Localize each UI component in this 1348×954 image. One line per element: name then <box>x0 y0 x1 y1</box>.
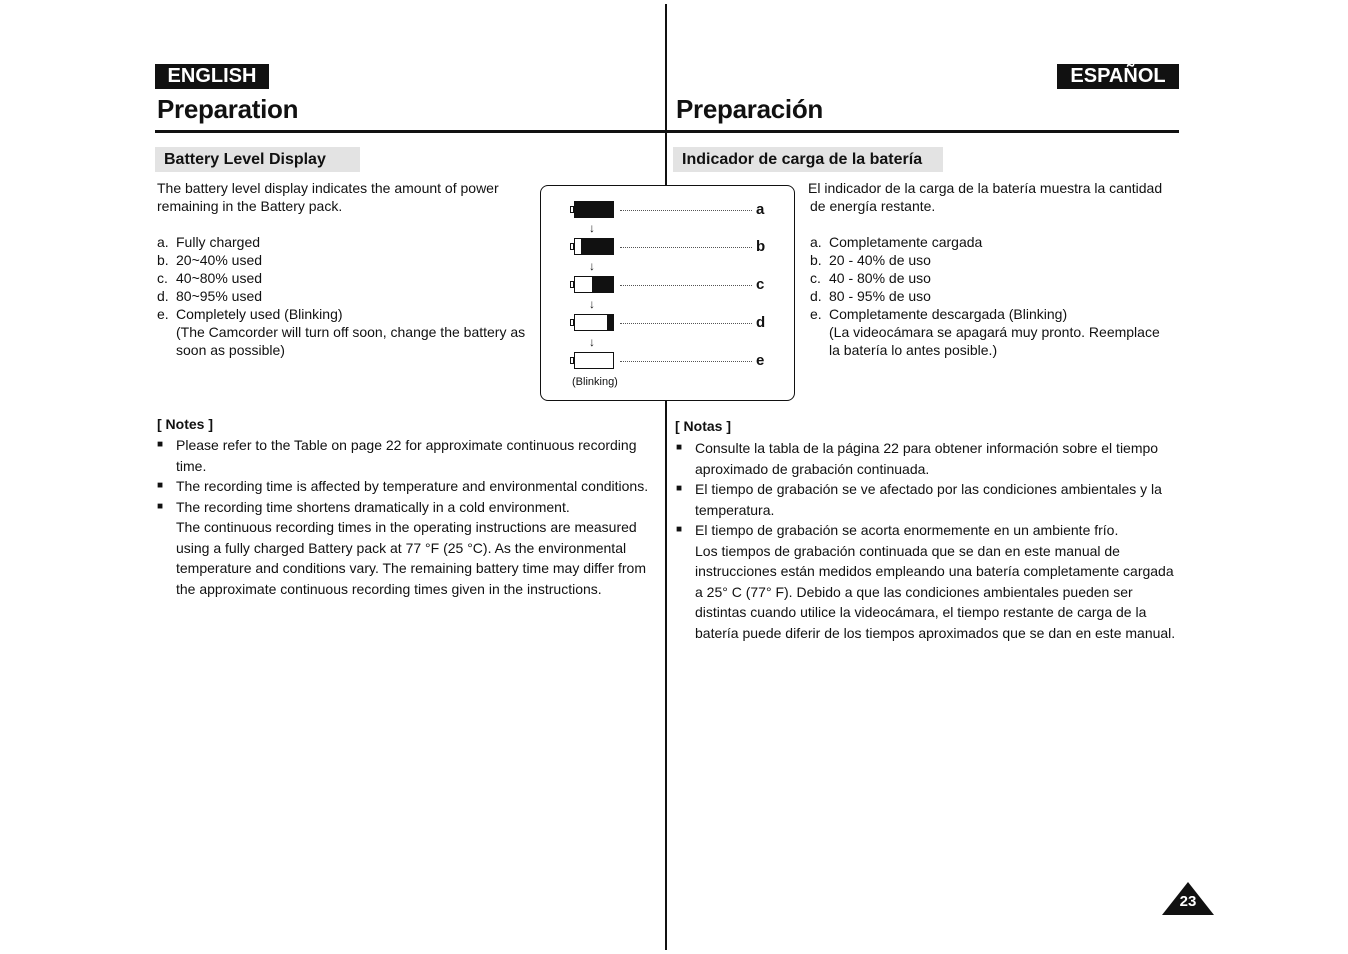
battery-icon-e <box>574 352 614 369</box>
note-item: ■ El tiempo de grabación se acorta enormemente en un ambiente frío. <box>676 522 1119 538</box>
intro-line: El indicador de la carga de la batería muestra la cantidad <box>808 180 1163 196</box>
list-item: c. 40~80% used <box>157 270 263 286</box>
center-divider <box>665 4 667 950</box>
notes-title-english: [ Notes ] <box>157 416 213 432</box>
leader-dots <box>620 323 752 324</box>
list-item: c. 40 - 80% de uso <box>810 270 931 286</box>
page-title-spanish: Preparación <box>676 94 823 124</box>
title-rule-spanish <box>667 130 1179 133</box>
section-heading-english: Battery Level Display <box>155 147 360 172</box>
list-item: e. Completely used (Blinking) <box>157 306 343 322</box>
list-item: la batería lo antes posible.) <box>829 342 998 358</box>
notes-paragraph-english: The continuous recording times in the operating instructions are measured using a fully charged Battery pack at 77 °F (25 °C). As the environmental temperature and conditions vary. The remaining battery time may differ from the approximate continuous recording times given in the instructions. <box>176 519 646 597</box>
battery-icon-b <box>574 238 614 255</box>
list-item: (The Camcorder will turn off soon, change the battery as <box>176 324 526 340</box>
notes-list-spanish <box>676 438 1181 643</box>
leader-dots <box>620 285 752 286</box>
page-title-english: Preparation <box>157 94 299 124</box>
battery-level-list-english <box>157 233 525 359</box>
note-item: ■ Please refer to the Table on page 22 for approximate continuous recording time. <box>157 437 637 474</box>
notes-list-english <box>157 435 657 599</box>
page-number: 23 <box>1179 893 1197 910</box>
list-item: e. Completamente descargada (Blinking) <box>810 306 1068 322</box>
list-item: a. Completamente cargada <box>810 234 983 250</box>
battery-icon-c <box>574 276 614 293</box>
note-item: ■ Consulte la tabla de la página 22 para obtener información sobre el tiempo aproximado de grabación continuada. <box>676 440 1159 477</box>
down-arrow-icon: ↓ <box>589 259 595 273</box>
list-item: b. 20~40% used <box>157 252 263 268</box>
list-item: (La videocámara se apagará muy pronto. Reemplace <box>829 324 1160 340</box>
battery-letter-e: e <box>756 352 765 369</box>
list-item: soon as possible) <box>176 342 285 358</box>
intro-line: de energía restante. <box>810 198 936 214</box>
battery-letter-d: d <box>756 314 766 331</box>
intro-line: The battery level display indicates the amount of power <box>157 180 499 196</box>
leader-dots <box>620 247 752 248</box>
down-arrow-icon: ↓ <box>589 335 595 349</box>
note-item: ■ The recording time is affected by temperature and environmental conditions. <box>157 478 649 494</box>
list-item: d. 80 - 95% de uso <box>810 288 931 304</box>
list-item: d. 80~95% used <box>157 288 263 304</box>
intro-line: remaining in the Battery pack. <box>157 198 343 214</box>
battery-letter-b: b <box>756 238 766 255</box>
battery-icon-a <box>574 201 614 218</box>
section-heading-spanish: Indicador de carga de la batería <box>673 147 943 172</box>
battery-level-list-spanish <box>810 233 1160 359</box>
english-language-badge: ENGLISH <box>155 64 269 89</box>
battery-letter-c: c <box>756 276 765 293</box>
leader-dots <box>620 210 752 211</box>
title-rule-english <box>155 130 667 133</box>
leader-dots <box>620 361 752 362</box>
notes-title-spanish: [ Notas ] <box>675 418 731 434</box>
down-arrow-icon: ↓ <box>589 297 595 311</box>
down-arrow-icon: ↓ <box>589 221 595 235</box>
blinking-caption: (Blinking) <box>572 376 618 388</box>
spanish-language-badge: ESPAÑOL <box>1057 64 1179 89</box>
intro-text-english <box>157 179 499 215</box>
battery-level-figure <box>540 185 795 401</box>
notes-paragraph-spanish: Los tiempos de grabación continuada que se dan en este manual de instrucciones están medidos empleando una batería completamente cargada a 25° C (77° F). Debido a que las condiciones ambientales pueden ser distintas cuando utilice la videocámara, el tiempo restante de carga de la batería puede diferir de los tiempos aproximados que se dan en este manual. <box>695 542 1176 641</box>
note-item: ■ The recording time shortens dramatically in a cold environment. <box>157 498 570 515</box>
note-item: ■ El tiempo de grabación se ve afectado por las condiciones ambientales y la temperatura. <box>676 481 1162 518</box>
battery-icon-d <box>574 314 614 331</box>
list-item: a. Fully charged <box>157 234 261 250</box>
battery-letter-a: a <box>756 201 765 218</box>
list-item: b. 20 - 40% de uso <box>810 252 931 268</box>
intro-text-spanish <box>808 179 1162 215</box>
